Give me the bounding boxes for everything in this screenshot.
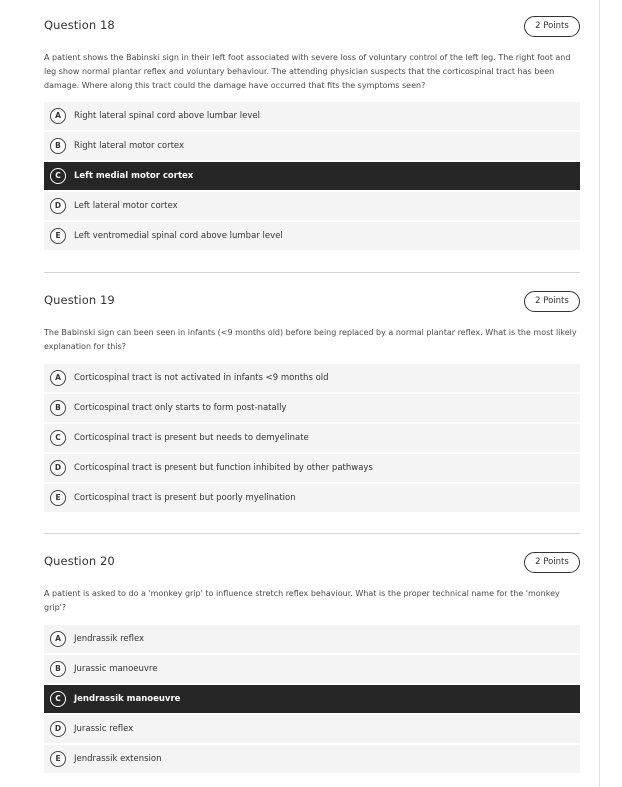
option-c[interactable] — [44, 685, 580, 713]
option-text: Left ventromedial spinal cord above lumbar level — [74, 231, 283, 241]
option-text: Right lateral motor cortex — [74, 141, 185, 151]
option-e[interactable] — [44, 745, 580, 773]
option-letter: E — [50, 751, 66, 767]
question-title: Question 20 — [44, 554, 115, 568]
option-letter: C — [50, 430, 66, 446]
question-text: The Babinski sign can been seen in infants (<9 months old) before being replaced by a normal plantar reflex. What is the most likely explanation for this? — [44, 328, 577, 351]
options-list — [44, 102, 580, 252]
option-text: Left medial motor cortex — [74, 171, 194, 181]
points-badge: 2 Points — [524, 552, 580, 573]
option-letter: E — [50, 490, 66, 506]
points-badge: 2 Points — [524, 16, 580, 37]
option-b[interactable] — [44, 394, 580, 422]
option-d[interactable] — [44, 192, 580, 220]
page-right-border — [599, 0, 600, 787]
question-divider — [44, 272, 580, 273]
option-letter: C — [50, 168, 66, 184]
question-text: A patient shows the Babinski sign in their left foot associated with severe loss of voluntary control of the left leg. The right foot and leg show normal plantar reflex and voluntary behaviour. The attending physician suspects that the corticospinal tract has been damage. Where along this tract could the damage have occurred that fits the symptoms seen? — [44, 53, 571, 90]
option-letter: D — [50, 198, 66, 214]
option-letter: B — [50, 661, 66, 677]
option-text: Jendrassik extension — [74, 754, 162, 764]
question-title: Question 18 — [44, 18, 115, 32]
question-divider — [44, 533, 580, 534]
option-text: Corticospinal tract is present but function inhibited by other pathways — [74, 463, 373, 473]
option-text: Jurassic reflex — [74, 724, 134, 734]
option-c[interactable] — [44, 162, 580, 190]
option-a[interactable] — [44, 625, 580, 653]
option-a[interactable] — [44, 102, 580, 130]
option-text: Left lateral motor cortex — [74, 201, 178, 211]
option-text: Jurassic manoeuvre — [74, 664, 158, 674]
option-d[interactable] — [44, 715, 580, 743]
question-text: A patient is asked to do a 'monkey grip' to influence stretch reflex behaviour. What is the proper technical name for the 'monkey grip'? — [44, 589, 560, 612]
option-e[interactable] — [44, 484, 580, 512]
option-letter: A — [50, 108, 66, 124]
option-a[interactable] — [44, 364, 580, 392]
question-18 — [44, 16, 580, 241]
question-header — [44, 291, 580, 315]
option-letter: B — [50, 400, 66, 416]
option-text: Right lateral spinal cord above lumbar level — [74, 111, 260, 121]
option-text: Jendrassik manoeuvre — [74, 694, 181, 704]
question-title: Question 19 — [44, 293, 115, 307]
option-letter: D — [50, 460, 66, 476]
question-19 — [44, 291, 580, 503]
option-letter: A — [50, 370, 66, 386]
question-20 — [44, 552, 580, 764]
option-text: Jendrassik reflex — [74, 634, 145, 644]
option-text: Corticospinal tract is present but poorly myelination — [74, 493, 296, 503]
option-e[interactable] — [44, 222, 580, 250]
option-b[interactable] — [44, 132, 580, 160]
points-badge: 2 Points — [524, 291, 580, 312]
option-text: Corticospinal tract only starts to form post-natally — [74, 403, 287, 413]
option-d[interactable] — [44, 454, 580, 482]
option-b[interactable] — [44, 655, 580, 683]
option-letter: B — [50, 138, 66, 154]
option-letter: A — [50, 631, 66, 647]
option-text: Corticospinal tract is not activated in infants <9 months old — [74, 373, 329, 383]
options-list — [44, 364, 580, 514]
question-header — [44, 16, 580, 40]
option-letter: C — [50, 691, 66, 707]
option-text: Corticospinal tract is present but needs to demyelinate — [74, 433, 309, 443]
options-list — [44, 625, 580, 775]
option-letter: E — [50, 228, 66, 244]
question-header — [44, 552, 580, 576]
option-c[interactable] — [44, 424, 580, 452]
option-letter: D — [50, 721, 66, 737]
